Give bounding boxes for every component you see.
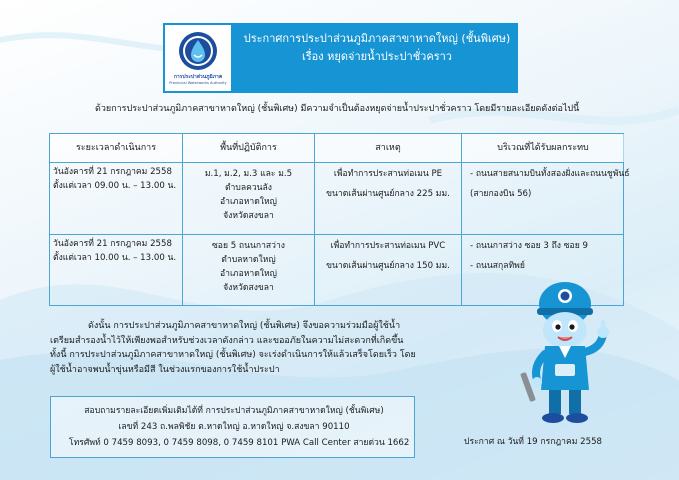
logo-name-english: Provincial Waterworks Authority <box>169 81 227 85</box>
logo-name-thai: การประปาส่วนภูมิภาค <box>173 74 223 80</box>
title-line-2: เรื่อง หยุดจ่ายน้ำประปาชั่วคราว <box>302 50 452 63</box>
paragraph-line: เตรียมสำรองน้ำไว้ให้เพียงพอสำหรับช่วงเวลาดังกล่าว และขออภัยในความไม่สะดวกที่เกิดขึ้น <box>50 335 404 346</box>
row2-affected-line: - ถนนสกุลทิพย์ <box>470 261 525 271</box>
table-header-row <box>50 134 623 162</box>
contact-address: เลขที่ 243 ถ.พลพิชัย ต.หาดใหญ่ อ.หาดใหญ่ จ.สงขลา 90110 <box>118 422 350 432</box>
header-affected-label: บริเวณที่ได้รับผลกระทบ <box>497 143 589 153</box>
pwa-logo <box>163 23 233 93</box>
row1-area-line: ตำบลควนลัง <box>224 183 273 193</box>
row1-cause <box>314 163 461 234</box>
table-row <box>50 162 630 234</box>
row1-area-line: ม.1, ม.2, ม.3 และ ม.5 <box>204 169 293 179</box>
row2-time-hours: ตั้งแต่เวลา 10.00 น. – 13.00 น. <box>53 253 177 263</box>
contact-phone: โทรศัพท์ 0 7459 8093, 0 7459 8098, 0 7459 8101 PWA Call Center สายด่วน 1662 <box>69 438 410 448</box>
row1-time-hours: ตั้งแต่เวลา 09.00 น. – 13.00 น. <box>53 181 177 191</box>
intro-text: ด้วยการประปาส่วนภูมิภาคสาขาหาดใหญ่ (ชั้นพิเศษ) มีความจำเป็นต้องหยุดจ่ายน้ำประปาชั่วคราว โดยมีรายละเอียดดังต่อไปนี้ <box>95 104 580 114</box>
header-area-label: พื้นที่ปฏิบัติการ <box>220 143 277 153</box>
paragraph-line: ผู้ใช้น้ำอาจพบน้ำขุ่นหรือมีสี ในช่วงแรกของการใช้น้ำประปา <box>50 364 280 375</box>
row1-affected <box>461 163 630 234</box>
row1-area-line: อำเภอหาดใหญ่ <box>219 197 277 207</box>
announcement-date: ประกาศ ณ วันที่ 19 กรกฎาคม 2558 <box>464 437 603 447</box>
contact-line-1: สอบถามรายละเอียดเพิ่มเติมได้ที่ การประปาส่วนภูมิภาคสาขาหาดใหญ่ (ชั้นพิเศษ) <box>84 406 384 416</box>
paragraph-line: ดังนั้น การประปาส่วนภูมิภาคสาขาหาดใหญ่ (ชั้นพิเศษ) จึงขอความร่วมมือผู้ใช้น้ำ <box>88 321 401 331</box>
header-time-label: ระยะเวลาดำเนินการ <box>75 143 157 153</box>
header-cause-label: สาเหตุ <box>375 143 401 153</box>
row2-area-line: ตำบลหาดใหญ่ <box>221 255 276 265</box>
header-cause <box>314 134 461 162</box>
title-line-1: ประกาศการประปาส่วนภูมิภาคสาขาหาดใหญ่ (ชั้นพิเศษ) <box>243 32 511 45</box>
row2-time-date: วันอังคารที่ 21 กรกฎาคม 2558 <box>53 239 172 249</box>
header-area <box>182 134 314 162</box>
row1-time-date: วันอังคารที่ 21 กรกฎาคม 2558 <box>53 167 172 177</box>
header-affected <box>461 134 624 162</box>
row2-area-line: อำเภอหาดใหญ่ <box>219 269 277 279</box>
pwa-seal-icon <box>178 31 218 71</box>
row1-area <box>182 163 314 234</box>
row1-cause-line: เพื่อทำการประสานท่อเมน PE <box>333 169 443 179</box>
row2-area <box>182 235 314 306</box>
row2-cause-line: ขนาดเส้นผ่านศูนย์กลาง 150 มม. <box>326 261 450 271</box>
row1-area-line: จังหวัดสงขลา <box>223 211 274 221</box>
row2-cause <box>314 235 461 306</box>
row2-affected-line: - ถนนกาสว่าง ซอย 3 ถึง ซอย 9 <box>470 241 588 251</box>
paragraph-line: ทั้งนี้ การประปาส่วนภูมิภาคสาขาหาดใหญ่ (ชั้นพิเศษ) จะเร่งดำเนินการให้แล้วเสร็จโดยเร็ว โดย <box>50 350 416 361</box>
row2-area-line: ซอย 5 ถนนกาสว่าง <box>211 241 286 251</box>
pwa-mascot-icon <box>515 278 615 426</box>
row2-cause-line: เพื่อทำการประสานท่อเมน PVC <box>330 241 446 251</box>
header-title <box>237 30 517 66</box>
row1-affected-line: - ถนนสายสนามบินทั้งสองฝั่งและถนนชูพันธ์ <box>470 169 630 179</box>
row1-cause-line: ขนาดเส้นผ่านศูนย์กลาง 225 มม. <box>326 189 450 199</box>
row2-area-line: จังหวัดสงขลา <box>223 283 274 293</box>
header-time <box>50 134 182 162</box>
notice-paragraph <box>50 319 480 377</box>
row1-time <box>50 163 182 234</box>
contact-box <box>50 396 415 458</box>
row1-affected-line: (สายกองบิน 56) <box>470 189 532 199</box>
row2-time <box>50 235 182 306</box>
